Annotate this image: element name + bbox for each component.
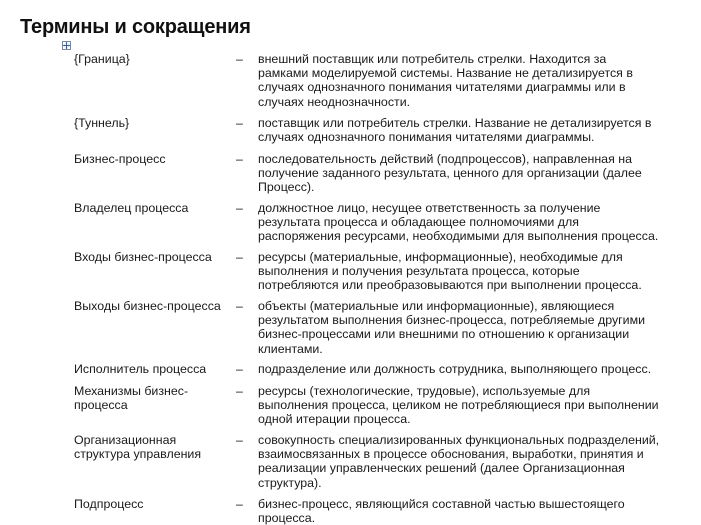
definition: ресурсы (материальные, информационные), необходимые для выполнения и получения результата процесса, которые потребляются или преобразовываются при выполнении процесса. bbox=[258, 250, 642, 293]
definition: подразделение или должность сотрудника, выполняющего процесс. bbox=[258, 362, 652, 376]
table-move-handle[interactable] bbox=[62, 41, 71, 50]
definition: должностное лицо, несущее ответственность за получение результата процесса и обладающее полномочиями для распоряжения ресурсами, необходимыми для выполнения процесса. bbox=[258, 201, 659, 244]
definition: бизнес-процесс, являющийся составной частью вышестоящего процесса. bbox=[258, 497, 625, 525]
term: Исполнитель процесса bbox=[74, 362, 207, 376]
dash: – bbox=[236, 152, 243, 166]
move-cross-icon bbox=[63, 42, 70, 49]
term: {Туннель} bbox=[74, 116, 130, 130]
term: Бизнес-процесс bbox=[74, 152, 166, 166]
dash: – bbox=[236, 384, 243, 398]
dash: – bbox=[236, 299, 243, 313]
definition: последовательность действий (подпроцессов), направленная на получение заданного результата, ценного для организации (далее Процесс). bbox=[258, 152, 642, 195]
definition: поставщик или потребитель стрелки. Название не детализируется в случаях однозначного понимания читателями диаграммы. bbox=[258, 116, 652, 145]
definition: ресурсы (технологические, трудовые), используемые для выполнения процесса, целиком не потребляющиеся при выполнении одной итерации процесса. bbox=[258, 384, 659, 427]
dash: – bbox=[236, 497, 243, 511]
term: Владелец процесса bbox=[74, 201, 189, 215]
definition: совокупность специализированных функциональных подразделений, взаимосвязанных в процессе обоснования, выработки, принятия и реализации управленческих решений (далее Организационная структура). bbox=[258, 433, 660, 490]
dash: – bbox=[236, 116, 243, 130]
term: Механизмы бизнес-процесса bbox=[74, 384, 189, 413]
term: Организационная структура управления bbox=[74, 433, 202, 462]
dash: – bbox=[236, 201, 243, 215]
term: Подпроцесс bbox=[74, 497, 144, 511]
dash: – bbox=[236, 52, 243, 66]
dash: – bbox=[236, 250, 243, 264]
page-title: Термины и сокращения bbox=[20, 16, 251, 38]
term: Выходы бизнес-процесса bbox=[74, 299, 221, 313]
term: {Граница} bbox=[74, 52, 130, 66]
dash: – bbox=[236, 433, 243, 447]
term: Входы бизнес-процесса bbox=[74, 250, 212, 264]
definition: объекты (материальные или информационные), являющиеся результатом выполнения бизнес-процесса, потребляемые другими бизнес-процессами или внешними по отношению к организации клиентами. bbox=[258, 299, 646, 356]
definition: внешний поставщик или потребитель стрелки. Находится за рамками моделируемой системы. Название не детализируется в случаях однозначного понимания читателями диаграммы или в случаях неоднозначности. bbox=[258, 52, 633, 109]
dash: – bbox=[236, 362, 243, 376]
